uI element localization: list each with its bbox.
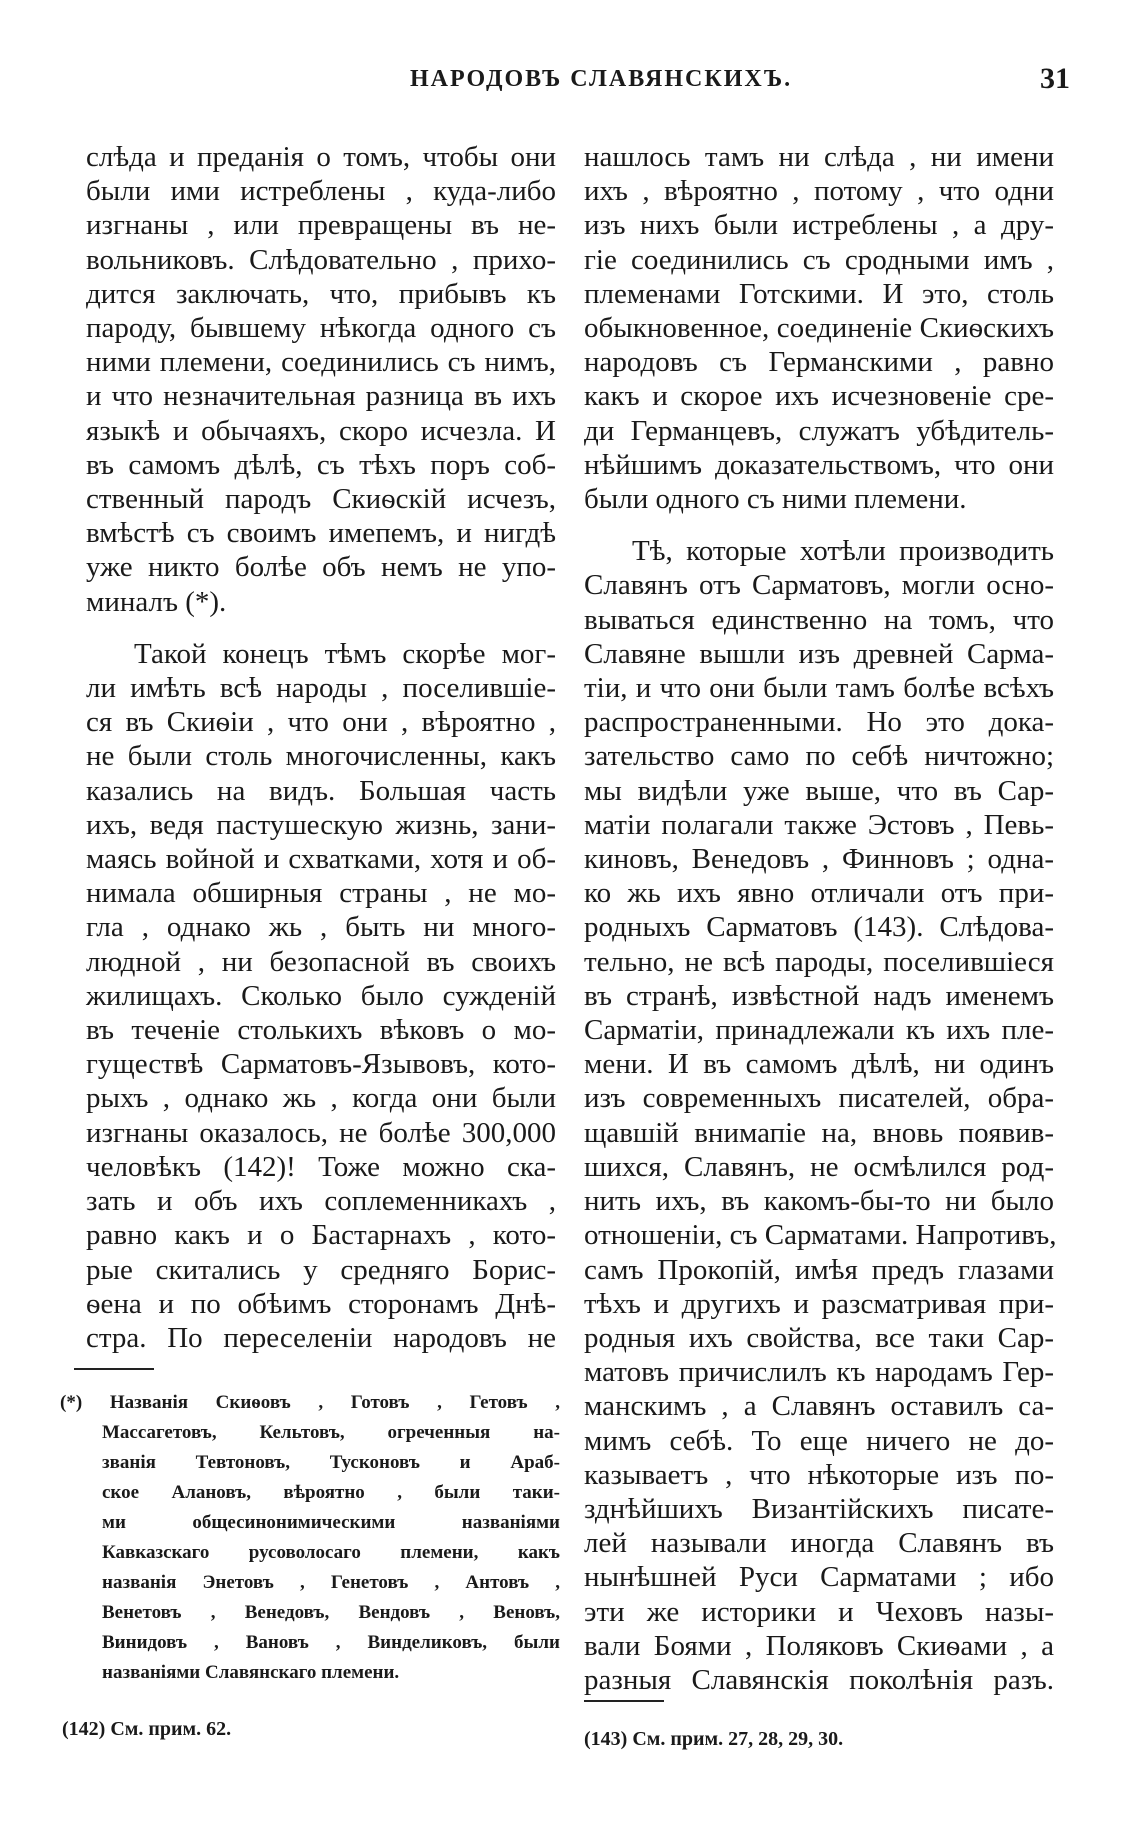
text-line: дится заключать, что, прибывъ къ	[86, 277, 556, 310]
text-line: тельно, не всѣ пароды, поселившіеся	[584, 945, 1054, 978]
text-line: равно какъ и о Бастарнахъ , кото-	[86, 1219, 556, 1252]
left-paragraph-2	[86, 637, 556, 1355]
text-line: изгнаны , или превращены въ не-	[86, 209, 556, 242]
text-line: слѣда и преданія о томъ, чтобы они	[86, 141, 556, 173]
text-line: нашлось тамъ ни слѣда , ни имени	[584, 141, 1054, 173]
text-line: шихся, Славянъ, не осмѣлился род-	[584, 1150, 1054, 1183]
text-line: пароду, бывшему нѣкогда одного съ	[86, 312, 556, 345]
text-line: не были столь многочисленны, какъ	[86, 740, 556, 773]
text-line: родныхъ Сарматовъ (143). Слѣдова-	[584, 911, 1054, 944]
text-line: вали Боями , Поляковъ Скиѳами , а	[584, 1629, 1054, 1662]
text-line: тіи, и что они были тамъ болѣе всѣхъ	[584, 672, 1054, 705]
text-line: зднѣйшихъ Византійскихъ писате-	[584, 1492, 1054, 1525]
text-line: были ими истреблены , куда-либо	[86, 175, 556, 208]
text-line: киновъ, Венедовъ , Финновъ ; одна-	[584, 843, 1054, 876]
footnote-line: Винидовъ , Вановъ , Винделиковъ, были	[102, 1632, 560, 1653]
footnote-ref-143: (143) См. прим. 27, 28, 29, 30.	[584, 1728, 844, 1750]
text-line: ихъ , вѣроятно , потому , что одни	[584, 175, 1054, 208]
text-line: рые скитались у средняго Борис-	[86, 1253, 556, 1286]
text-line: гіе соединились съ сродными имъ ,	[584, 243, 1054, 276]
text-line: людной , ни безопасной въ своихъ	[86, 945, 556, 978]
text-line: щавшій внимапіе на, вновь появив-	[584, 1116, 1054, 1149]
footnote-line: ское Алановъ, вѣроятно , были таки-	[102, 1482, 560, 1503]
footnote-rule-right	[584, 1700, 664, 1702]
text-line: самъ Прокопій, имѣя предъ глазами	[584, 1253, 1054, 1286]
text-line: племенами Готскими. И это, столь	[584, 277, 1054, 310]
text-line: отношеніи, съ Сарматами. Напротивъ,	[584, 1219, 1057, 1252]
running-title: НАРОДОВЪ СЛАВЯНСКИХЪ.	[410, 66, 793, 92]
text-line: ними племени, соединились съ нимъ,	[86, 346, 556, 379]
text-line: нить ихъ, въ какомъ-бы-то ни было	[584, 1185, 1054, 1218]
text-line: лей называли иногда Славянъ въ	[584, 1527, 1054, 1560]
text-line: въ самомъ дѣлѣ, съ тѣхъ поръ соб-	[86, 448, 556, 481]
text-line: человѣкъ (142)! Тоже можно ска-	[86, 1150, 556, 1183]
text-line: тѣхъ и другихъ и разсматривая при-	[584, 1287, 1054, 1320]
text-line: мы видѣли уже выше, что въ Сар-	[584, 774, 1054, 807]
text-line: матовъ причислилъ къ народамъ Гер-	[584, 1356, 1054, 1389]
text-line: въ теченіе столькихъ вѣковъ о мо-	[86, 1014, 556, 1047]
text-line: родныя ихъ свойства, все таки Сар-	[584, 1321, 1054, 1354]
right-column	[584, 140, 1057, 1715]
text-line: зательство само по себѣ ничтожно;	[584, 740, 1054, 773]
footnote-line: Венетовъ , Венедовъ, Вендовъ , Веновъ,	[102, 1602, 560, 1623]
text-line: мимъ себѣ. То еще ничего не до-	[584, 1424, 1054, 1457]
page-number: 31	[1040, 62, 1070, 95]
left-paragraph-1	[86, 140, 556, 619]
text-line: вываться единственно на томъ, что	[584, 603, 1054, 636]
text-line: ли имѣть всѣ народы , поселившіе-	[86, 672, 556, 705]
text-line: эти же историки и Чеховъ назы-	[584, 1595, 1054, 1628]
text-line: рыхъ , однако жь , когда они были	[86, 1082, 556, 1115]
text-line: Тѣ, которые хотѣли производить	[632, 535, 1054, 568]
footnote-rule-left	[74, 1368, 154, 1370]
text-line: уже никто болѣе объ немъ не упо-	[86, 551, 556, 584]
text-line: нимала обширныя страны , не мо-	[86, 877, 556, 910]
text-line: въ странѣ, извѣстной надъ именемъ	[584, 979, 1054, 1012]
footnote-ref-142: (142) См. прим. 62.	[62, 1718, 232, 1740]
text-line: какъ и скорое ихъ исчезновеніе сре-	[584, 380, 1054, 413]
text-line: ственный пародъ Скиѳскій исчезъ,	[86, 483, 556, 516]
text-line: Такой конецъ тѣмъ скорѣе мог-	[134, 637, 556, 670]
text-line: Сарматіи, принадлежали къ ихъ пле-	[584, 1014, 1054, 1047]
text-line: жилищахъ. Сколько было сужденій	[86, 979, 556, 1012]
text-line: и что незначительная разница въ ихъ	[86, 380, 556, 413]
text-line: ѳена и по обѣимъ сторонамъ Днѣ-	[86, 1287, 556, 1320]
text-line: ди Германцевъ, служатъ убѣдитель-	[584, 414, 1054, 447]
text-line: вольниковъ. Слѣдовательно , прихо-	[86, 243, 556, 276]
text-line: изъ современныхъ писателей, обра-	[584, 1082, 1054, 1115]
text-line: ся въ Скиѳіи , что они , вѣроятно ,	[86, 706, 556, 739]
text-line: ко жь ихъ явно отличали отъ при-	[584, 877, 1054, 910]
left-column	[86, 140, 556, 1373]
text-line: маясь войной и схватками, хотя и об-	[86, 843, 556, 876]
text-line: матіи полагали также Эстовъ , Певь-	[584, 808, 1054, 841]
text-line: ихъ, ведя пастушескую жизнь, зани-	[86, 808, 556, 841]
text-line: казываетъ , что нѣкоторые изъ по-	[584, 1458, 1054, 1491]
text-line: обыкновенное, соединеніе Скиѳскихъ	[584, 312, 1054, 345]
text-line: языкѣ и обычаяхъ, скоро исчезла. И	[86, 414, 556, 447]
text-line: зать и объ ихъ соплеменникахъ ,	[86, 1185, 556, 1218]
footnote-line: званія Тевтоновъ, Тусконовъ и Араб-	[102, 1452, 560, 1473]
footnote-asterisk	[60, 1388, 560, 1688]
text-line: миналъ (*).	[86, 585, 227, 618]
text-line: гла , однако жь , быть ни много-	[86, 911, 556, 944]
footnote-line: ми общесинонимическими названіями	[102, 1512, 560, 1533]
footnote-line: названіями Славянскаго племени.	[102, 1662, 400, 1683]
footnote-line: Кавказскаго русоволосаго племени, какъ	[102, 1542, 560, 1563]
text-line: гуществѣ Сарматовъ-Язывовъ, кото-	[86, 1048, 556, 1081]
text-line: Славянъ отъ Сарматовъ, могли осно-	[584, 569, 1054, 602]
right-paragraph-2	[584, 534, 1057, 1697]
text-line: народовъ съ Германскими , равно	[584, 346, 1054, 379]
text-line: Славяне вышли изъ древней Сарма-	[584, 637, 1054, 670]
text-line: были одного съ ними племени.	[584, 483, 967, 516]
text-line: казались на видъ. Большая часть	[86, 774, 556, 807]
footnote-line: названія Энетовъ , Генетовъ , Антовъ ,	[102, 1572, 560, 1593]
text-line: нынѣшней Руси Сарматами ; ибо	[584, 1561, 1054, 1594]
text-line: вмѣстѣ съ своимъ имепемъ, и нигдѣ	[86, 517, 556, 550]
text-line: манскимъ , а Славянъ оставилъ са-	[584, 1390, 1054, 1423]
text-line: стра. По переселеніи народовъ не	[86, 1321, 556, 1354]
text-line: изъ нихъ были истреблены , а дру-	[584, 209, 1054, 242]
running-head	[80, 62, 1070, 106]
text-line: изгнаны оказалось, не болѣе 300,000	[86, 1116, 556, 1149]
text-line: нѣйшимъ доказательствомъ, что они	[584, 448, 1054, 481]
text-line: мени. И въ самомъ дѣлѣ, ни одинъ	[584, 1048, 1054, 1081]
right-paragraph-1	[584, 140, 1054, 516]
footnote-line: Массагетовъ, Кельтовъ, огреченныя на-	[102, 1422, 560, 1443]
text-line: распространенными. Но это дока-	[584, 706, 1054, 739]
text-line: разныя Славянскія поколѣнія разъ.	[584, 1663, 1054, 1696]
footnote-line: (*) Названія Скиѳовъ , Готовъ , Гетовъ ,	[60, 1392, 560, 1413]
